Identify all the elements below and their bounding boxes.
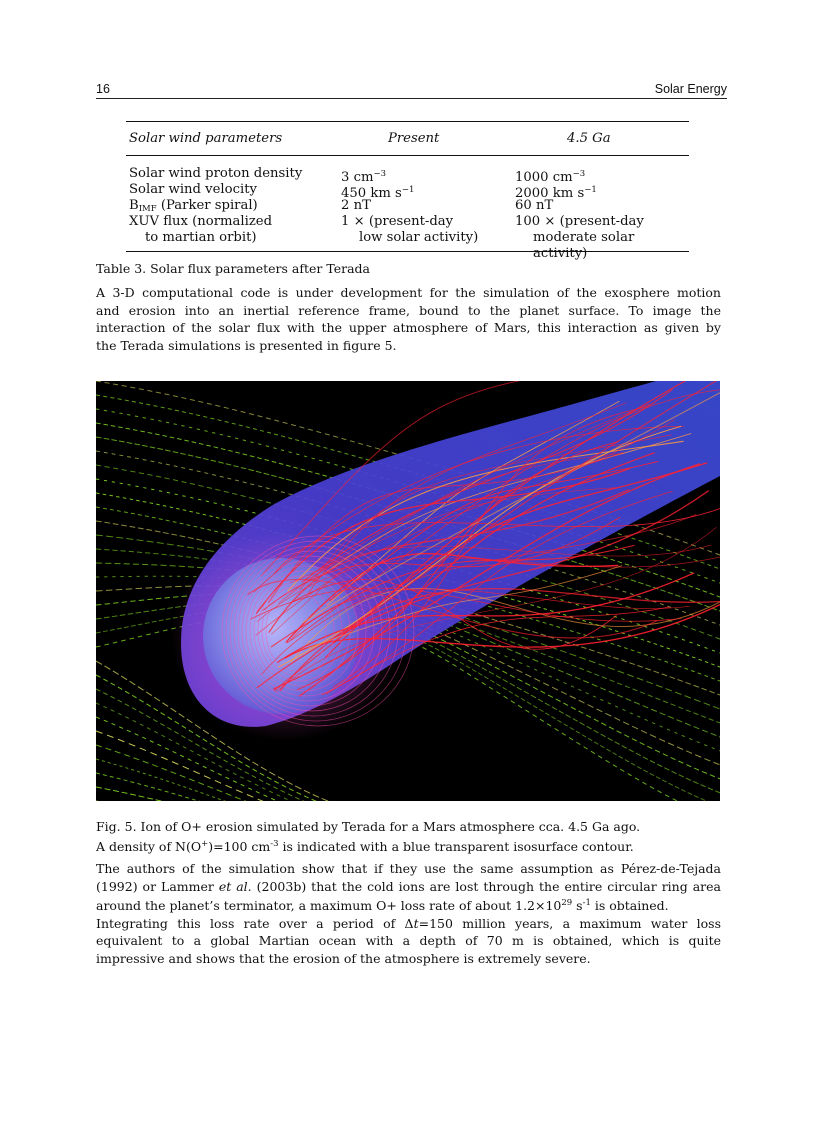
paragraph-line: the Terada simulations is presented in figure 5. — [96, 337, 397, 353]
paragraph-line: (1992) or Lammer et al. (2003b) that the cold ions are lost through the entire circular ring area — [96, 878, 721, 894]
solar-flux-table — [126, 121, 689, 261]
table-cell-param: XUV flux (normalized — [129, 214, 273, 229]
table-cell-present: 3 $cm^{-3}$ — [341, 169, 387, 185]
running-head — [96, 82, 727, 99]
table-cell-ga: moderate solar activity) — [533, 230, 635, 261]
table-cell-ga: 100 × (present-day — [515, 214, 644, 229]
table-caption: Table 3. Solar flux parameters after Terada — [96, 261, 370, 276]
figure-simulation-image — [96, 381, 720, 801]
intro-paragraph — [96, 284, 721, 354]
table-cell-present: low solar activity) — [359, 230, 479, 245]
table-row — [126, 166, 689, 185]
figure-caption-line: A density of N(O+)=100 $cm^{-3}$ is indicated with a blue transparent isosurface contour. — [96, 838, 634, 854]
paragraph-line: interaction of the solar flux with the upper atmosphere of Mars, this interaction as given by — [96, 320, 721, 335]
figure-caption — [96, 818, 721, 855]
table-cell-param: Solar wind velocity — [129, 182, 257, 197]
table-cell-present: 1 × (present-day — [341, 214, 454, 229]
book-title: Solar Energy — [654, 82, 727, 96]
table-header-row — [126, 122, 689, 155]
ion-erosion-simulation — [96, 381, 720, 801]
table-cell-present: 450 km $s^{-1}$ — [341, 185, 415, 201]
paragraph-line: A 3-D computational code is under development for the simulation of the exosphere motion — [96, 285, 721, 300]
table-header-present: Present — [388, 131, 440, 146]
page-number: 16 — [96, 82, 110, 96]
paragraph-line: equivalent to a global Martian ocean with a depth of 70 m is obtained, which is quite — [96, 933, 721, 948]
table-cell-param: $B_{IMF}$ (Parker spiral) — [129, 198, 258, 214]
paragraph-line: around the planet’s terminator, a maximum O+ loss rate of about $1.2\times 10^{29}$ $s^{-1}$ is obtained. — [96, 898, 669, 913]
table-cell-param: to martian orbit) — [145, 230, 257, 245]
table-row — [126, 198, 689, 214]
table-cell-ga: 2000 km $s^{-1}$ — [515, 185, 597, 201]
table-body — [126, 156, 689, 261]
table-cell-param: Solar wind proton density — [129, 166, 303, 181]
paragraph-line: Integrating this loss rate over a period of Δt=150 million years, a maximum water loss — [96, 915, 721, 931]
table-cell-ga: 60 nT — [515, 198, 554, 213]
table-header-4-5-ga: 4.5 Ga — [567, 131, 611, 146]
table-row — [126, 182, 689, 201]
table-row — [126, 214, 689, 230]
table-header-parameters: Solar wind parameters — [129, 131, 283, 146]
paragraph-line: and erosion into an inertial reference frame, bound to the planet surface. To image the — [96, 302, 721, 318]
paragraph-line: impressive and shows that the erosion of the atmosphere is extremely severe. — [96, 950, 591, 966]
closing-paragraph — [96, 860, 721, 967]
figure-caption-line: Fig. 5. Ion of O+ erosion simulated by Terada for a Mars atmosphere cca. 4.5 Ga ago. — [96, 819, 641, 834]
table-row — [126, 230, 689, 261]
table-cell-ga: 1000 $cm^{-3}$ — [515, 169, 586, 185]
table-cell-present: 2 nT — [341, 198, 371, 213]
paragraph-line: The authors of the simulation show that if they use the same assumption as Pérez-de-Tejada — [96, 861, 721, 876]
